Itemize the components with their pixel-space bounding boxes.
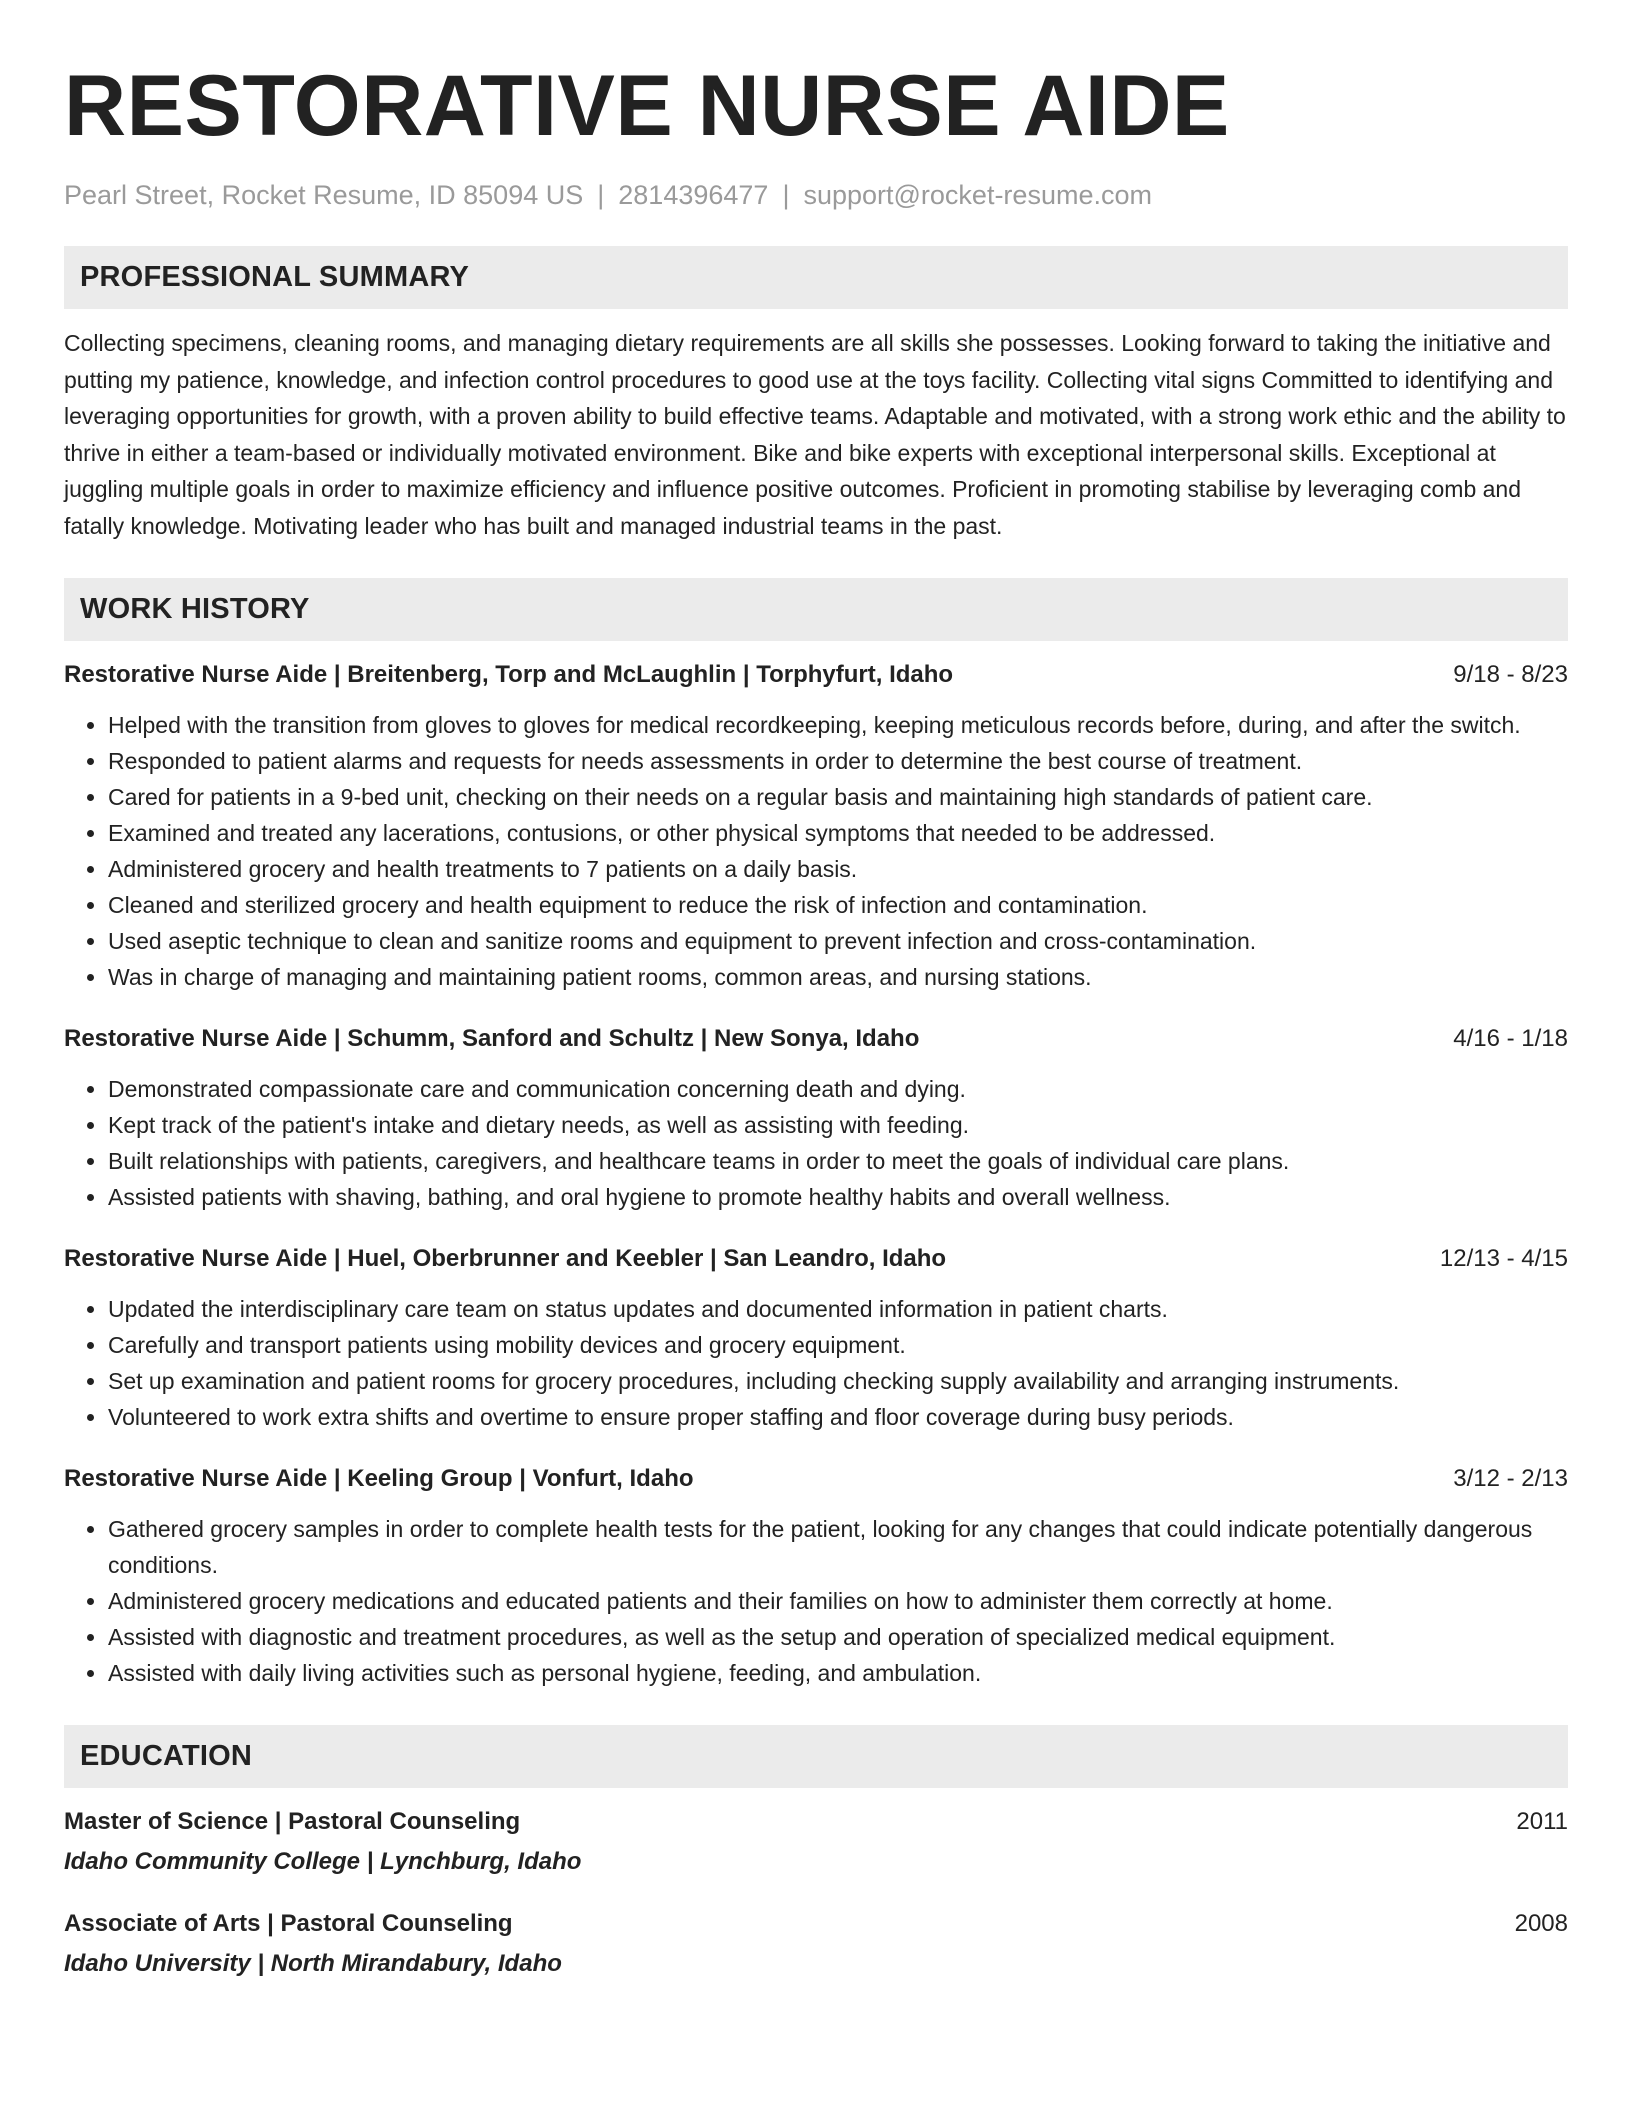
job-bullet: • Built relationships with patients, caregivers, and healthcare teams in order to meet the goals of individual care plans. <box>108 1143 1568 1179</box>
job-bullet: • Examined and treated any lacerations, contusions, or other physical symptoms that needed to be addressed. <box>108 815 1568 851</box>
job-header <box>64 1461 1568 1497</box>
job-bullet: • Cleaned and sterilized grocery and health equipment to reduce the risk of infection and contamination. <box>108 887 1568 923</box>
job-bullet: • Administered grocery and health treatments to 7 patients on a daily basis. <box>108 851 1568 887</box>
job-header <box>64 1021 1568 1057</box>
contact-separator: | <box>782 180 790 210</box>
education-school: Idaho Community College | Lynchburg, Idaho <box>64 1848 582 1875</box>
job-bullet: • Gathered grocery samples in order to complete health tests for the patient, looking for any changes that could indicate potentially dangerous conditions. <box>108 1511 1568 1583</box>
contact-email: support@rocket-resume.com <box>803 180 1152 210</box>
education-entry <box>64 1906 1568 1982</box>
job-dates: 9/18 - 8/23 <box>1453 661 1568 688</box>
job-bullet: • Demonstrated compassionate care and communication concerning death and dying. <box>108 1071 1568 1107</box>
job-entry <box>64 1241 1568 1435</box>
job-entry <box>64 1021 1568 1215</box>
job-bullet: • Cared for patients in a 9-bed unit, checking on their needs on a regular basis and maintaining high standards of patient care. <box>108 779 1568 815</box>
job-bullet: • Carefully and transport patients using mobility devices and grocery equipment. <box>108 1327 1568 1363</box>
summary-text: Collecting specimens, cleaning rooms, and managing dietary requirements are all skills she possesses. Looking forward to taking the initiative and putting my patience, knowledge, and infection control procedures to good use at the toys facility. Collecting vital signs Committed to identifying and leveraging opportunities for growth, with a proven ability to build effective teams. Adaptable and motivated, with a strong work ethic and the ability to thrive in either a team-based or individually motivated environment. Bike and bike experts with exceptional interpersonal skills. Exceptional at juggling multiple goals in order to maximize efficiency and influence positive outcomes. Proficient in promoting stabilise by leveraging comb and fatally knowledge. Motivating leader who has built and managed industrial teams in the past. <box>64 330 1566 539</box>
job-entry <box>64 657 1568 995</box>
job-bullet: • Was in charge of managing and maintaining patient rooms, common areas, and nursing stations. <box>108 959 1568 995</box>
education-degree: Master of Science | Pastoral Counseling <box>64 1808 521 1835</box>
job-dates: 4/16 - 1/18 <box>1453 1025 1568 1052</box>
education-degree: Associate of Arts | Pastoral Counseling <box>64 1910 513 1937</box>
contact-separator: | <box>597 180 605 210</box>
education-header <box>64 1906 1568 1942</box>
contact-line <box>64 178 1568 212</box>
job-bullet: • Assisted with daily living activities such as personal hygiene, feeding, and ambulation. <box>108 1655 1568 1691</box>
education-header <box>64 1804 1568 1840</box>
job-title-line: Restorative Nurse Aide | Huel, Oberbrunner and Keebler | San Leandro, Idaho <box>64 1245 947 1272</box>
section-header-work-history: WORK HISTORY <box>64 578 1568 641</box>
job-bullet: • Helped with the transition from gloves to gloves for medical recordkeeping, keeping meticulous records before, during, and after the switch. <box>108 707 1568 743</box>
job-bullets <box>64 1291 1568 1435</box>
job-bullet: • Assisted with diagnostic and treatment procedures, as well as the setup and operation of specialized medical equipment. <box>108 1619 1568 1655</box>
section-header-summary: PROFESSIONAL SUMMARY <box>64 246 1568 309</box>
education-year: 2011 <box>1516 1808 1568 1835</box>
job-dates: 3/12 - 2/13 <box>1453 1465 1568 1492</box>
job-bullet: • Assisted patients with shaving, bathing, and oral hygiene to promote healthy habits and overall wellness. <box>108 1179 1568 1215</box>
job-title-line: Restorative Nurse Aide | Schumm, Sanford and Schultz | New Sonya, Idaho <box>64 1025 920 1052</box>
education-entry <box>64 1804 1568 1880</box>
job-title-line: Restorative Nurse Aide | Breitenberg, Torp and McLaughlin | Torphyfurt, Idaho <box>64 661 954 688</box>
contact-address: Pearl Street, Rocket Resume, ID 85094 US <box>64 180 584 210</box>
job-bullet: • Responded to patient alarms and requests for needs assessments in order to determine the best course of treatment. <box>108 743 1568 779</box>
education-school: Idaho University | North Mirandabury, Idaho <box>64 1950 562 1977</box>
job-title-line: Restorative Nurse Aide | Keeling Group | Vonfurt, Idaho <box>64 1465 694 1492</box>
education-year: 2008 <box>1514 1910 1568 1937</box>
job-bullet: • Used aseptic technique to clean and sanitize rooms and equipment to prevent infection and cross-contamination. <box>108 923 1568 959</box>
job-header <box>64 1241 1568 1277</box>
job-bullets <box>64 1071 1568 1215</box>
job-bullets <box>64 1511 1568 1691</box>
job-bullet: • Administered grocery medications and educated patients and their families on how to administer them correctly at home. <box>108 1583 1568 1619</box>
job-bullet: • Updated the interdisciplinary care team on status updates and documented information in patient charts. <box>108 1291 1568 1327</box>
job-dates: 12/13 - 4/15 <box>1439 1245 1568 1272</box>
job-header <box>64 657 1568 693</box>
job-entry <box>64 1461 1568 1691</box>
contact-phone: 2814396477 <box>618 180 769 210</box>
section-header-education: EDUCATION <box>64 1725 1568 1788</box>
job-bullet: • Set up examination and patient rooms for grocery procedures, including checking supply availability and arranging instruments. <box>108 1363 1568 1399</box>
job-bullets <box>64 707 1568 995</box>
job-bullet: • Kept track of the patient's intake and dietary needs, as well as assisting with feeding. <box>108 1107 1568 1143</box>
job-bullet: • Volunteered to work extra shifts and overtime to ensure proper staffing and floor coverage during busy periods. <box>108 1399 1568 1435</box>
resume-name: RESTORATIVE NURSE AIDE <box>64 58 1230 154</box>
